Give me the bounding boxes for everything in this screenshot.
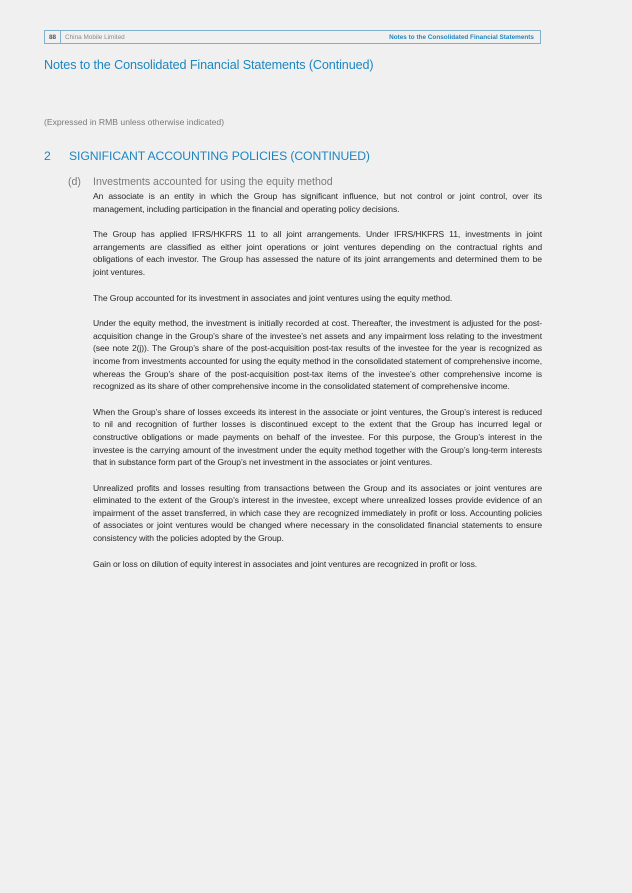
paragraph: The Group accounted for its investment in associates and joint ventures using the equity method.	[93, 292, 453, 303]
page-title: Notes to the Consolidated Financial Statements (Continued)	[44, 58, 374, 72]
body-text	[93, 190, 542, 583]
paragraph: An associate is an entity in which the Group has significant influence, but not control or joint control, over its management, including participation in the financial and operating policy decisions.	[93, 191, 542, 214]
company-name: China Mobile Limited	[65, 33, 125, 41]
section-title: SIGNIFICANT ACCOUNTING POLICIES (CONTINUED)	[69, 149, 370, 163]
section-heading	[44, 149, 370, 163]
paragraph: Gain or loss on dilution of equity interest in associates and joint ventures are recognized in profit or loss.	[93, 558, 478, 569]
section-number: 2	[44, 149, 51, 163]
header-section-name: Notes to the Consolidated Financial Statements	[389, 33, 534, 41]
page-number: 88	[45, 31, 61, 43]
paragraph: The Group has applied IFRS/HKFRS 11 to all joint arrangements. Under IFRS/HKFRS 11, investments in joint arrangements are classified as either joint operations or joint ventures depending on the contractual rights and obligations of each investor. The Group has assessed the nature of its joint arrangements and determined them to be joint ventures.	[93, 229, 542, 277]
running-header	[44, 30, 541, 44]
paragraph: Unrealized profits and losses resulting from transactions between the Group and its associates or joint ventures are eliminated to the extent of the Group’s interest in the investee, except where unrealized losses provide evidence of an impairment of the asset transferred, in which case they are recognized immediately in profit or loss. Accounting policies of associates or joint ventures would be changed where necessary in the consolidated financial statements to ensure consistency with the policies adopted by the Group.	[93, 482, 542, 544]
paragraph: When the Group’s share of losses exceeds its interest in the associate or joint ventures, the Group’s interest is reduced to nil and recognition of further losses is discontinued except to the extent that the Group has incurred legal or constructive obligations or made payments on behalf of the investee. For this purpose, the Group’s interest in the investee is the carrying amount of the investment under the equity method together with the Group’s long-term interests that in substance form part of the Group’s net investment in the associates or joint ventures.	[93, 406, 542, 468]
subsection-title: Investments accounted for using the equity method	[93, 176, 333, 188]
paragraph: Under the equity method, the investment is initially recorded at cost. Thereafter, the investment is adjusted for the post-acquisition change in the Group’s share of the investee’s net assets and any impairment loss relating to the investment (see note 2(j)). The Group’s share of the post-acquisition post-tax results of the investee for the year is recognized as income from investments accounted for using the equity method in the consolidated statement of comprehensive income, whereas the Group’s share of the post-acquisition post-tax items of the investee’s other comprehensive income is recognized as its share of other comprehensive income in the consolidated statement of comprehensive income.	[93, 318, 542, 392]
subsection-letter: (d)	[68, 176, 81, 188]
subsection-heading	[68, 176, 333, 188]
currency-note: (Expressed in RMB unless otherwise indicated)	[44, 117, 225, 127]
